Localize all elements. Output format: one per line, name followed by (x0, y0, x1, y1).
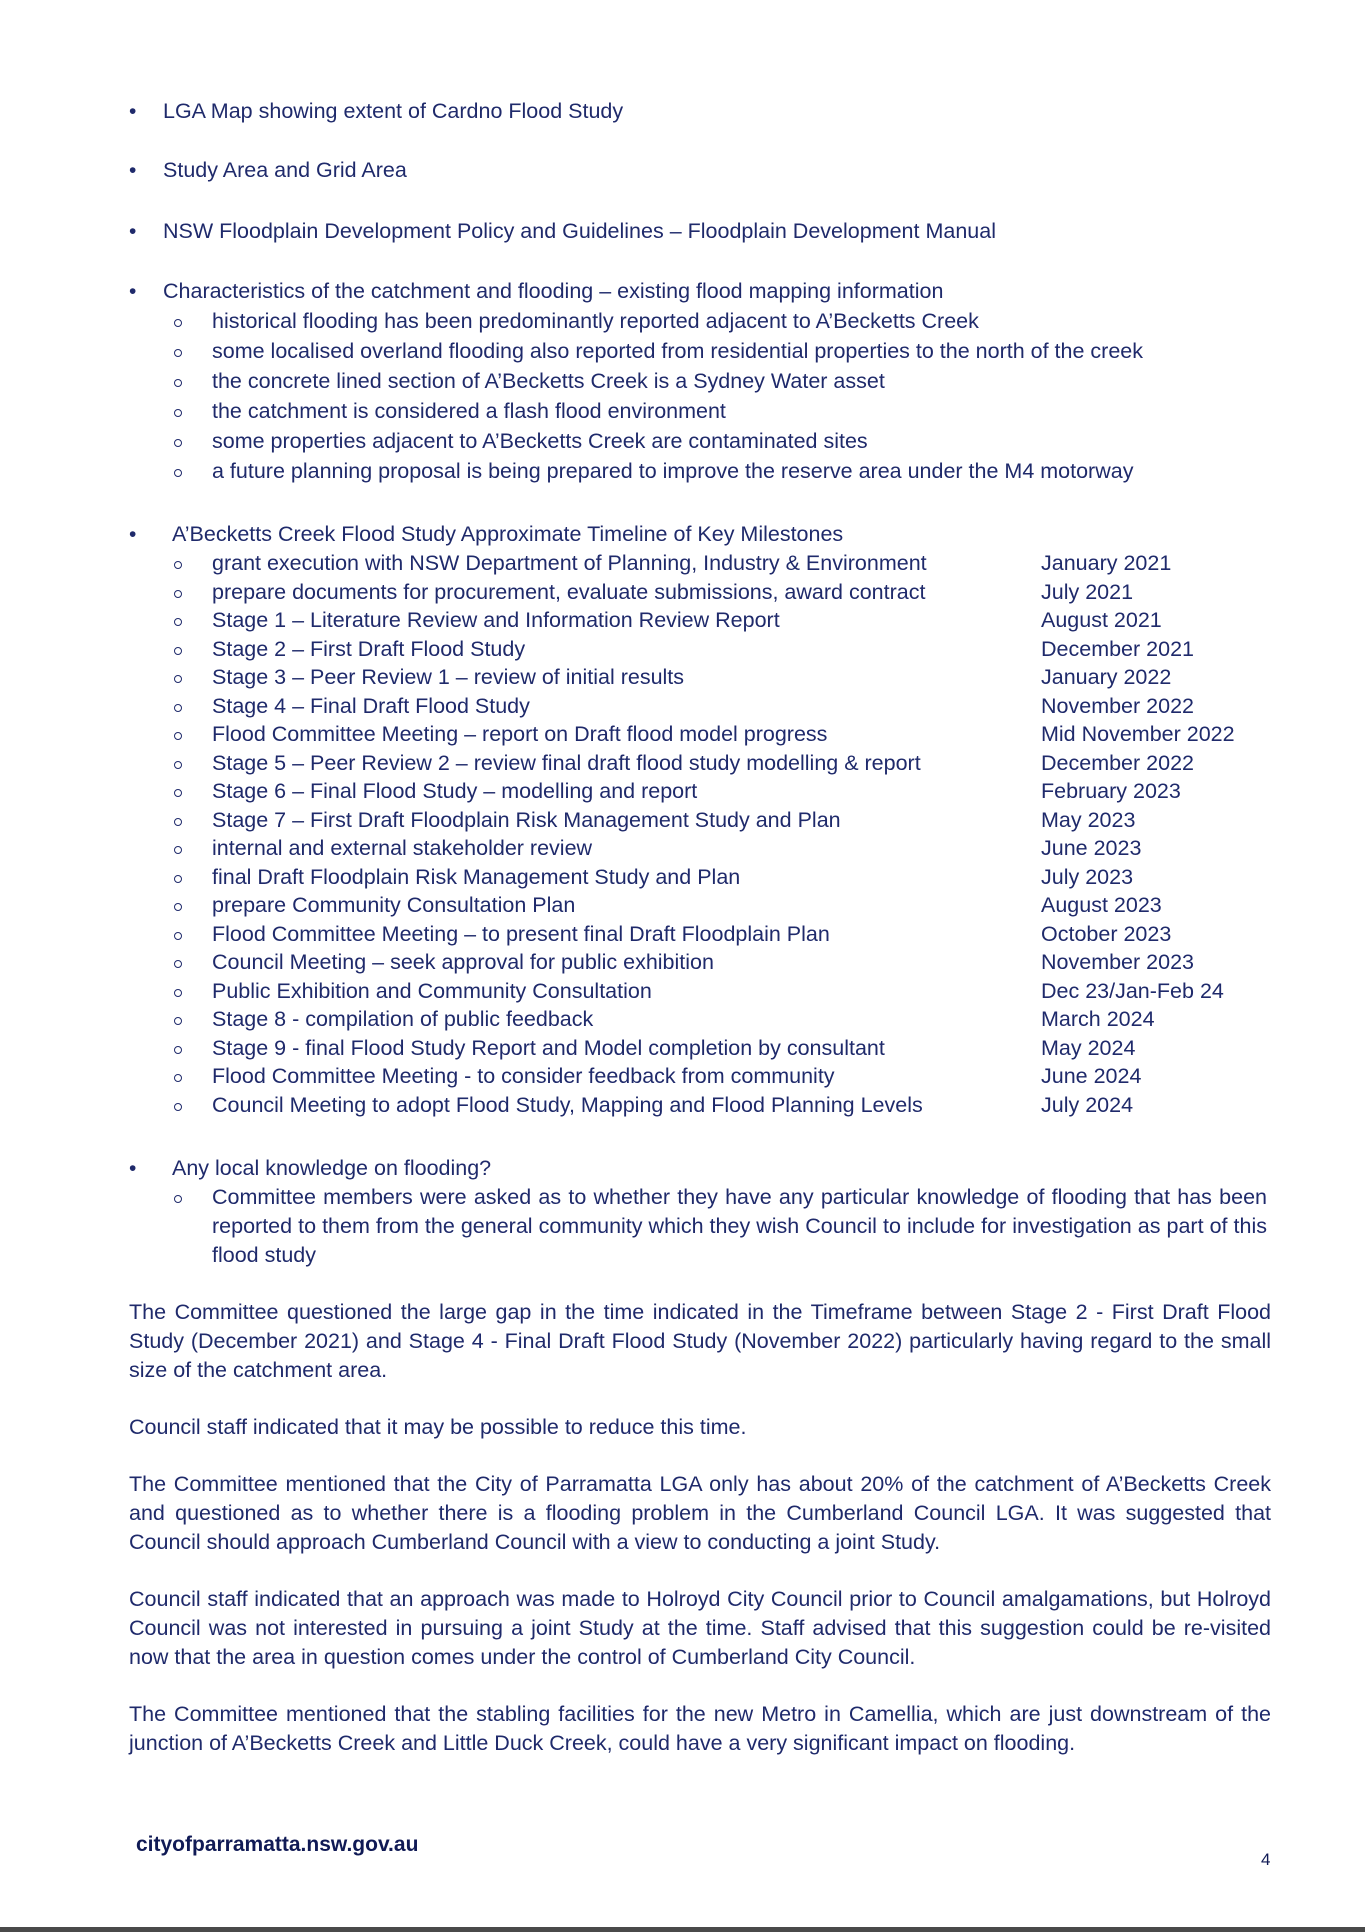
timeline-date: January 2021 (1041, 551, 1172, 575)
timeline-row (129, 1005, 1269, 1034)
bottom-rule (0, 1927, 1365, 1932)
timeline-task: Stage 5 – Peer Review 2 – review final draft flood study modelling & report (212, 750, 921, 775)
local-knowledge-section (129, 1154, 1269, 1270)
timeline-row (129, 834, 1269, 863)
list-item: some localised overland flooding also reported from residential properties to the north of the creek (129, 337, 1269, 366)
timeline-row (129, 1062, 1269, 1091)
timeline-task: Public Exhibition and Community Consultation (212, 978, 652, 1003)
list-item: historical flooding has been predominantly reported adjacent to A’Becketts Creek (129, 307, 1269, 336)
timeline-task: prepare documents for procurement, evaluate submissions, award contract (212, 579, 926, 604)
timeline-row (129, 635, 1269, 664)
timeline-row (129, 749, 1269, 778)
timeline-date: July 2024 (1041, 1092, 1134, 1117)
timeline-date: August 2023 (1041, 893, 1162, 917)
timeline-row (129, 549, 1269, 578)
timeline-date: November 2023 (1041, 950, 1194, 974)
footer-url[interactable]: cityofparramatta.nsw.gov.au (136, 1833, 419, 1856)
timeline-heading: • A’Becketts Creek Flood Study Approximate Timeline of Key Milestones (129, 520, 1269, 549)
timeline-task: Council Meeting to adopt Flood Study, Mapping and Flood Planning Levels (212, 1092, 923, 1117)
timeline-date: Mid November 2022 (1041, 722, 1235, 746)
paragraph: The Committee mentioned that the stabling facilities for the new Metro in Camellia, which are just downstream of the junction of A’Becketts Creek and Little Duck Creek, could have a very significant impact on flooding. (129, 1702, 1271, 1755)
paragraph: Council staff indicated that an approach was made to Holroyd City Council prior to Council amalgamations, but Holroyd Council was not interested in pursuing a joint Study at the time. Staff advised that this suggestion could be re-visited now that the area in question comes under the control of Cumberland City Council. (129, 1587, 1271, 1669)
list-item: the catchment is considered a flash flood environment (129, 397, 1269, 426)
timeline-date: October 2023 (1041, 921, 1172, 946)
timeline-task: Flood Committee Meeting – report on Draft flood model progress (212, 722, 828, 746)
timeline-task: prepare Community Consultation Plan (212, 893, 576, 917)
bullet-nsw-policy (129, 217, 1269, 246)
timeline-task: Stage 8 - compilation of public feedback (212, 1007, 594, 1031)
timeline-row (129, 606, 1269, 635)
timeline-row (129, 920, 1269, 949)
timeline-date: December 2021 (1041, 636, 1194, 661)
timeline-row (129, 1034, 1269, 1063)
bullet-text: • LGA Map showing extent of Cardno Flood Study (129, 97, 1269, 126)
timeline-date: August 2021 (1041, 608, 1162, 632)
timeline-row (129, 806, 1269, 835)
page-number: 4 (1261, 1850, 1271, 1869)
bullet-lga-map (129, 97, 1269, 126)
list-item: some properties adjacent to A’Becketts Creek are contaminated sites (129, 427, 1269, 456)
timeline-date: December 2022 (1041, 750, 1194, 775)
timeline-row (129, 777, 1269, 806)
timeline-date: May 2024 (1041, 1035, 1136, 1060)
timeline-task: Council Meeting – seek approval for public exhibition (212, 950, 714, 974)
timeline-task: Stage 4 – Final Draft Flood Study (212, 693, 530, 718)
timeline-row (129, 977, 1269, 1006)
bullet-study-area (129, 156, 1269, 185)
timeline-task: Flood Committee Meeting – to present final Draft Floodplain Plan (212, 921, 830, 946)
local-knowledge-item: Committee members were asked as to whether they have any particular knowledge of flooding that has been reported to them from the general community which they wish Council to include for investigation as part of this flood study (129, 1183, 1269, 1270)
timeline-list (129, 549, 1269, 1119)
timeline-task: final Draft Floodplain Risk Management Study and Plan (212, 864, 741, 889)
paragraph: The Committee mentioned that the City of Parramatta LGA only has about 20% of the catchment of A’Becketts Creek and questioned as to whether there is a flooding problem in the Cumberland Council LGA. It was suggested that Council should approach Cumberland Council with a view to conducting a joint Study. (129, 1472, 1271, 1554)
timeline-row (129, 720, 1269, 749)
timeline-row (129, 863, 1269, 892)
timeline-row (129, 1091, 1269, 1120)
timeline-date: June 2024 (1041, 1064, 1142, 1088)
timeline-date: July 2021 (1041, 579, 1134, 604)
timeline-date: January 2022 (1041, 665, 1172, 689)
characteristics-heading: • Characteristics of the catchment and flooding – existing flood mapping information (129, 277, 1269, 306)
timeline-date: July 2023 (1041, 864, 1134, 889)
timeline-date: March 2024 (1041, 1007, 1155, 1031)
timeline-task: Stage 7 – First Draft Floodplain Risk Management Study and Plan (212, 807, 841, 832)
bullet-text: • Study Area and Grid Area (129, 156, 1269, 185)
timeline-task: Stage 1 – Literature Review and Information Review Report (212, 608, 780, 632)
bullet-text: • NSW Floodplain Development Policy and Guidelines – Floodplain Development Manual (129, 217, 1269, 246)
timeline-task: Stage 3 – Peer Review 1 – review of initial results (212, 665, 685, 689)
timeline-task: Stage 6 – Final Flood Study – modelling and report (212, 779, 698, 803)
characteristics-section (129, 277, 1269, 486)
timeline-task: Stage 2 – First Draft Flood Study (212, 636, 526, 661)
timeline-task: grant execution with NSW Department of Planning, Industry & Environment (212, 551, 927, 575)
timeline-date: May 2023 (1041, 807, 1136, 832)
timeline-date: February 2023 (1041, 779, 1181, 803)
timeline-row (129, 692, 1269, 721)
list-item: a future planning proposal is being prepared to improve the reserve area under the M4 motorway (129, 457, 1269, 486)
timeline-date: November 2022 (1041, 693, 1194, 718)
local-knowledge-heading: • Any local knowledge on flooding? (129, 1154, 1269, 1183)
paragraph: Council staff indicated that it may be possible to reduce this time. (129, 1415, 747, 1439)
timeline-date: Dec 23/Jan-Feb 24 (1041, 978, 1224, 1003)
list-item: the concrete lined section of A’Becketts Creek is a Sydney Water asset (129, 367, 1269, 396)
timeline-task: internal and external stakeholder review (212, 836, 593, 860)
timeline-date: June 2023 (1041, 836, 1142, 860)
timeline-task: Stage 9 - final Flood Study Report and Model completion by consultant (212, 1035, 885, 1060)
paragraph: The Committee questioned the large gap in the time indicated in the Timeframe between Stage 2 - First Draft Flood Study (December 2021) and Stage 4 - Final Draft Flood Study (November 2022) particularly having regard to the small size of the catchment area. (129, 1300, 1271, 1382)
timeline-task: Flood Committee Meeting - to consider feedback from community (212, 1064, 835, 1088)
timeline-row (129, 948, 1269, 977)
timeline-section (129, 520, 1269, 1119)
timeline-row (129, 891, 1269, 920)
timeline-row (129, 663, 1269, 692)
timeline-row (129, 578, 1269, 607)
